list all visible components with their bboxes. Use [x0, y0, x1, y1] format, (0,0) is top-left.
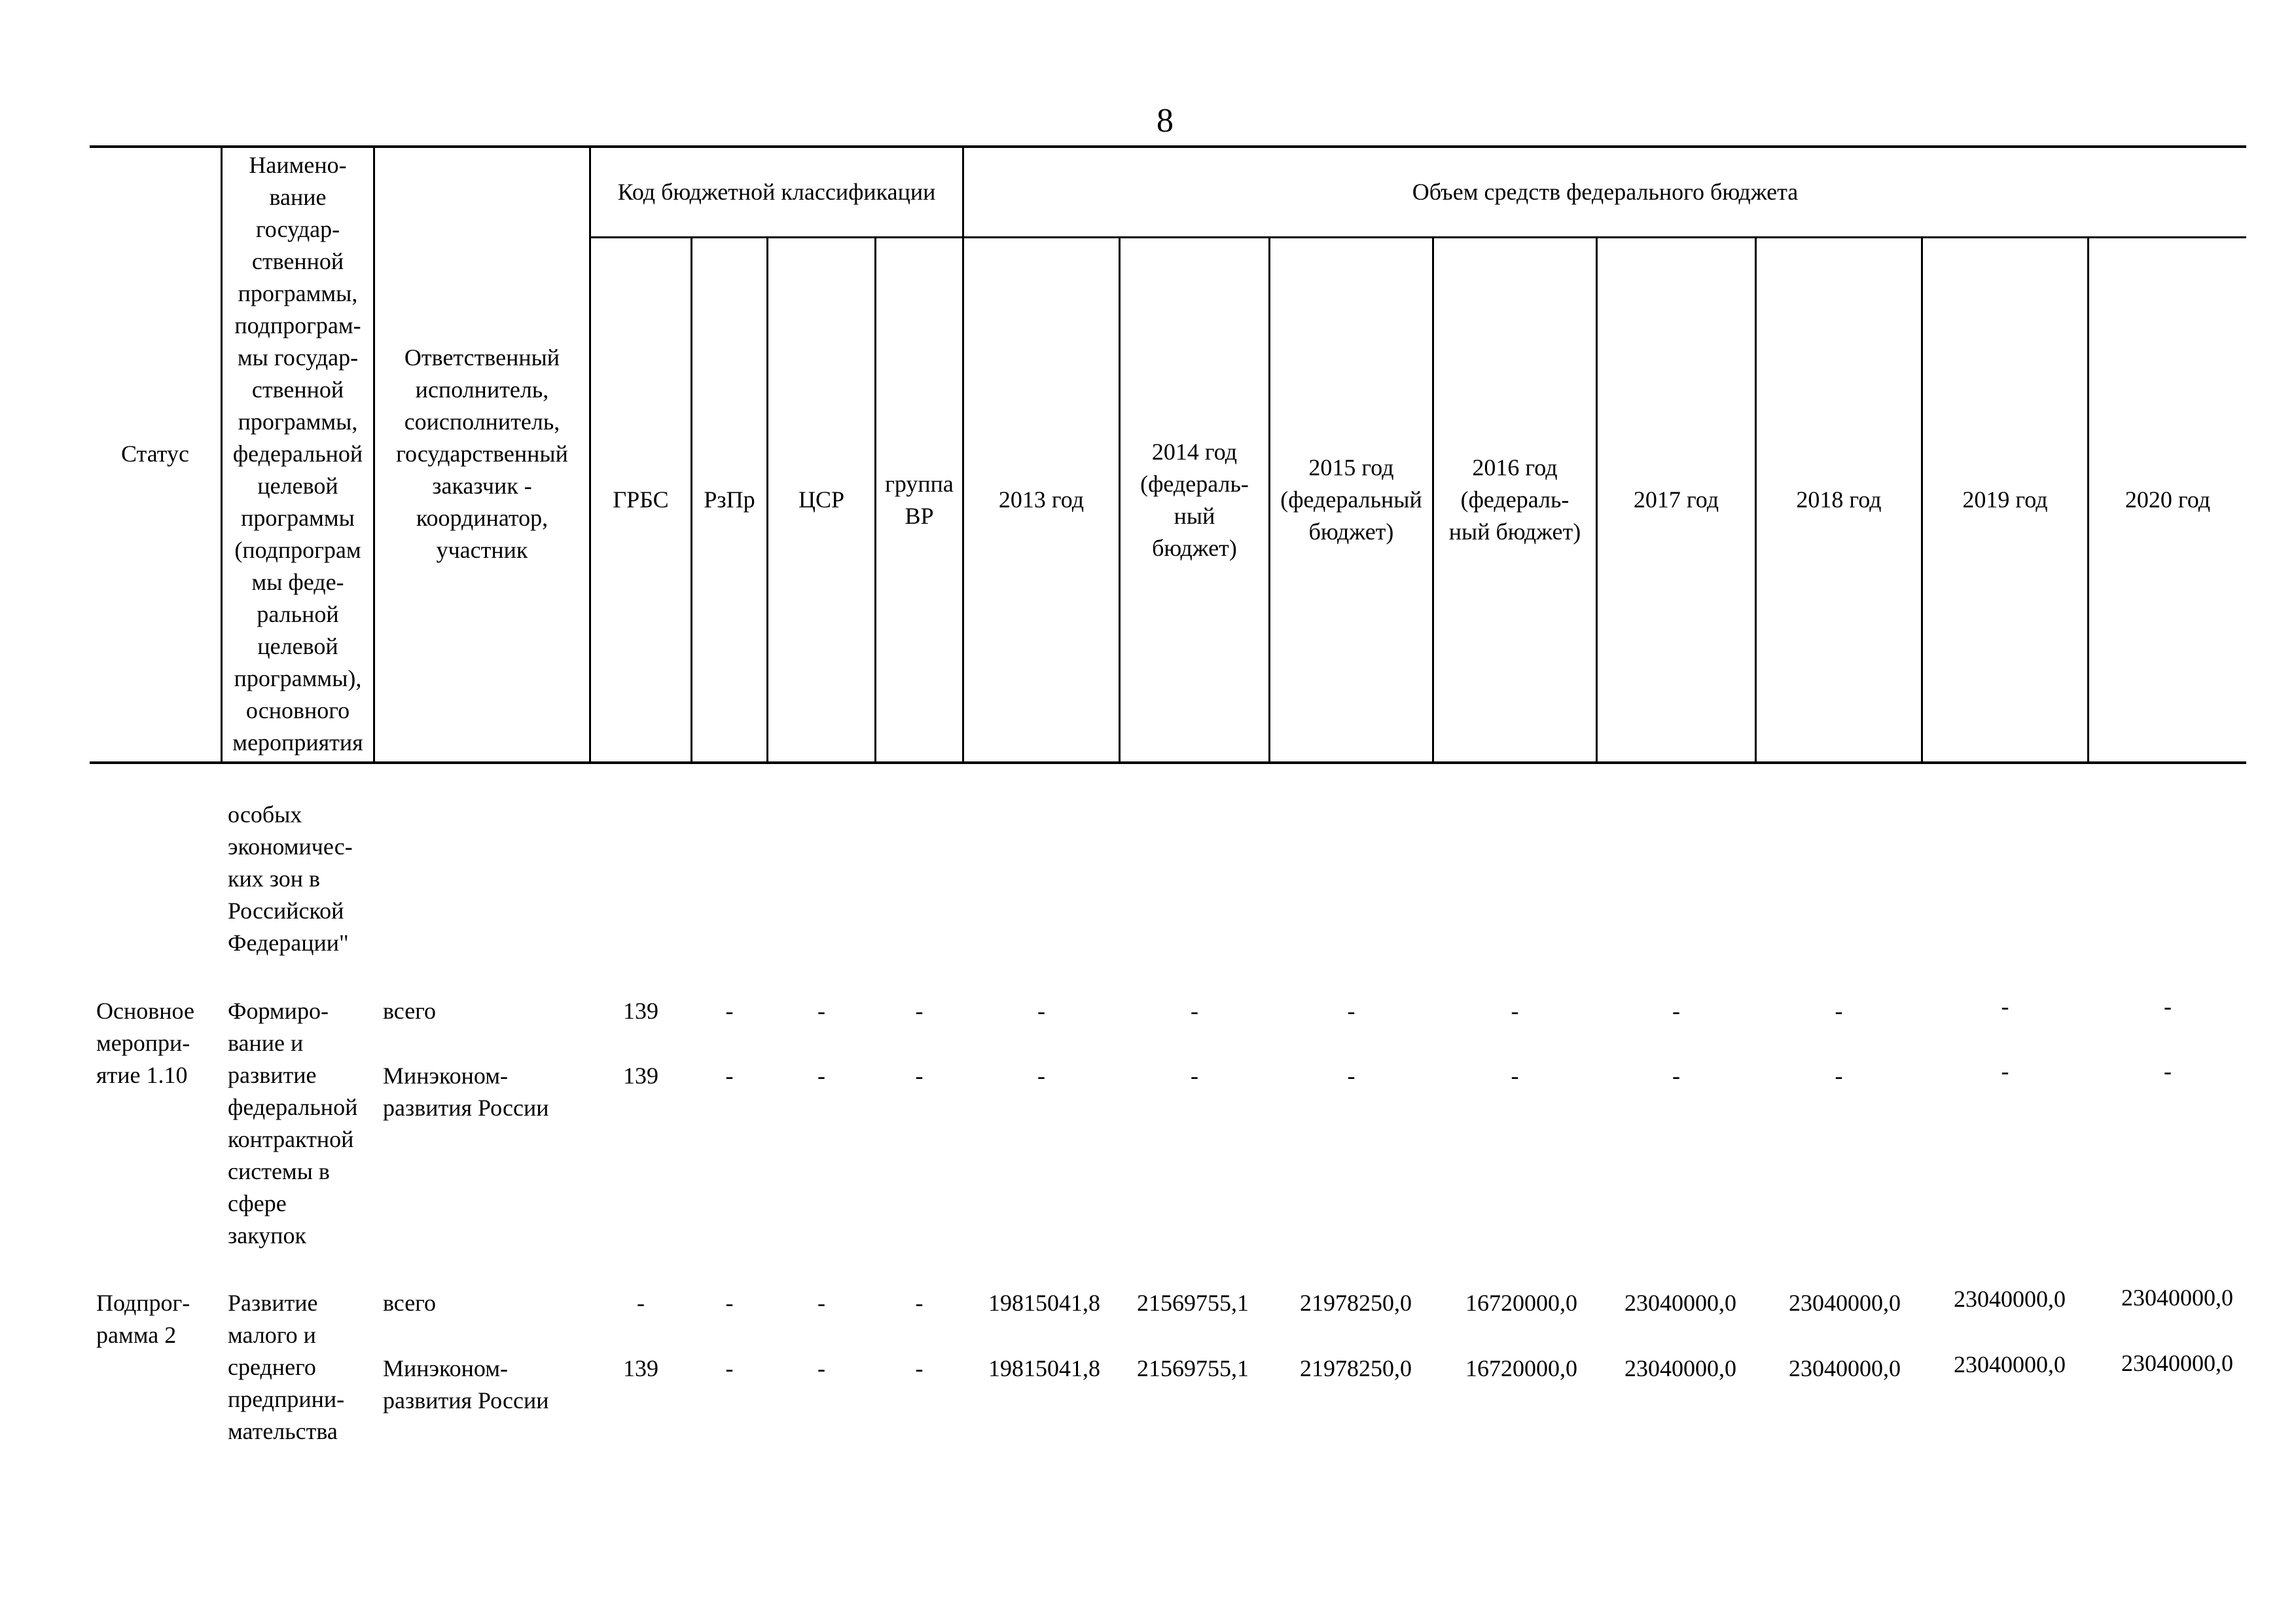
header-grbs: ГРБС — [613, 486, 669, 513]
row-responsible: Минэконом- развития России — [383, 1355, 549, 1413]
header-volume-group: Объем средств федерального бюджета — [1412, 179, 1799, 205]
header-year-2020: 2020 год — [2125, 486, 2211, 513]
continuation-text: особых экономичес- ких зон в Российской Федерации" — [228, 801, 353, 956]
row-vr: - — [915, 1290, 924, 1316]
row-value-2019: - — [2001, 993, 2009, 1019]
row-value-2016: 16720000,0 — [1465, 1355, 1577, 1381]
row-vr: - — [915, 998, 924, 1024]
row-value-2017: - — [1672, 998, 1680, 1024]
header-year-2014: 2014 год (федераль- ный бюджет) — [1140, 438, 1249, 561]
row-responsible: всего — [383, 1290, 437, 1316]
row-csr: - — [817, 998, 825, 1024]
row-value-2017: - — [1672, 1063, 1680, 1089]
header-status: Статус — [121, 441, 189, 467]
row-value-2013: - — [1037, 1063, 1045, 1089]
row-program-name: Развитие малого и среднего предприни- мательства — [228, 1290, 345, 1444]
row-value-2020: - — [2164, 1058, 2172, 1084]
row-value-2020: - — [2164, 993, 2172, 1019]
row-value-2015: - — [1347, 998, 1355, 1024]
header-vr: группа ВР — [885, 470, 954, 529]
row-program-name: Формиро- вание и развитие федеральной контрактной системы в сфере закупок — [228, 998, 358, 1249]
row-responsible: Минэконом- развития России — [383, 1063, 549, 1121]
row-value-2018: - — [1835, 998, 1843, 1024]
row-status: Основное меропри- ятие 1.10 — [96, 998, 194, 1088]
row-vr: - — [915, 1355, 924, 1381]
row-value-2018: - — [1835, 1063, 1843, 1089]
row-value-2013: - — [1037, 998, 1045, 1024]
row-csr: - — [817, 1290, 825, 1316]
row-value-2015: - — [1347, 1063, 1355, 1089]
row-grbs: - — [637, 1290, 645, 1316]
row-value-2018: 23040000,0 — [1789, 1355, 1901, 1381]
row-status: Подпрог- рамма 2 — [96, 1290, 190, 1348]
row-value-2016: - — [1511, 1063, 1519, 1089]
row-value-2014: - — [1191, 998, 1198, 1024]
row-value-2013: 19815041,8 — [988, 1290, 1100, 1316]
row-rzpr: - — [725, 1355, 734, 1381]
row-grbs: 139 — [623, 998, 658, 1024]
row-value-2016: - — [1511, 998, 1519, 1024]
row-rzpr: - — [725, 998, 734, 1024]
header-year-2016: 2016 год (федераль- ный бюджет) — [1448, 454, 1581, 545]
row-value-2014: - — [1191, 1063, 1198, 1089]
row-csr: - — [817, 1355, 825, 1381]
row-value-2014: 21569755,1 — [1137, 1355, 1249, 1381]
row-grbs: 139 — [623, 1063, 658, 1089]
row-rzpr: - — [725, 1063, 734, 1089]
row-value-2015: 21978250,0 — [1300, 1355, 1412, 1381]
row-value-2019: 23040000,0 — [1954, 1286, 2066, 1312]
header-year-2017: 2017 год — [1633, 486, 1719, 513]
header-year-2015: 2015 год (федеральный бюджет) — [1280, 454, 1422, 545]
row-value-2016: 16720000,0 — [1465, 1290, 1577, 1316]
row-vr: - — [915, 1063, 924, 1089]
row-value-2019: 23040000,0 — [1954, 1351, 2066, 1377]
row-value-2018: 23040000,0 — [1789, 1290, 1901, 1316]
row-responsible: всего — [383, 998, 437, 1024]
row-value-2020: 23040000,0 — [2121, 1350, 2233, 1376]
header-year-2013: 2013 год — [998, 486, 1085, 513]
row-grbs: 139 — [623, 1355, 658, 1381]
header-csr: ЦСР — [798, 486, 845, 513]
header-budget-code-group: Код бюджетной классификации — [617, 179, 936, 205]
header-responsible: Ответственный исполнитель, соисполнитель, государственный заказчик - координатор, участник — [396, 344, 568, 563]
page-number: 8 — [1157, 102, 1174, 139]
row-value-2014: 21569755,1 — [1137, 1290, 1249, 1316]
header-rzpr: РзПр — [704, 486, 755, 513]
row-value-2019: - — [2001, 1058, 2009, 1084]
row-value-2015: 21978250,0 — [1300, 1290, 1412, 1316]
row-value-2020: 23040000,0 — [2121, 1285, 2233, 1311]
header-year-2018: 2018 год — [1796, 486, 1882, 513]
header-program-name: Наимено- вание государ- ственной программы, подпрограм- мы государ- ственной программы, федеральной целевой программы (подпрограм мы феде- ральной целевой программы), основного мероприятия — [232, 152, 363, 756]
header-year-2019: 2019 год — [1962, 486, 2048, 513]
row-value-2013: 19815041,8 — [988, 1355, 1100, 1381]
row-rzpr: - — [725, 1290, 734, 1316]
row-value-2017: 23040000,0 — [1624, 1290, 1736, 1316]
row-value-2017: 23040000,0 — [1624, 1355, 1736, 1381]
row-csr: - — [817, 1063, 825, 1089]
